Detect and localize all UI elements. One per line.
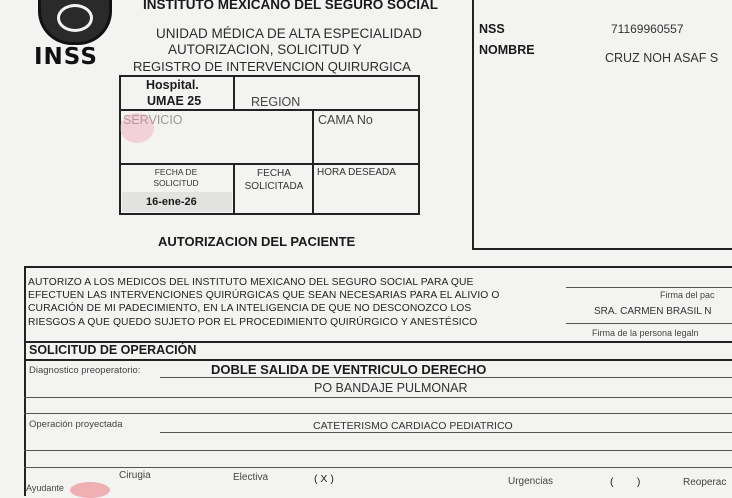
red-stamp-mark	[70, 482, 110, 498]
diagnostico-line1: DOBLE SALIDA DE VENTRICULO DERECHO	[211, 362, 487, 377]
solicitud-title: SOLICITUD DE OPERACIÓN	[29, 343, 197, 357]
operacion-label: Operación proyectada	[29, 419, 123, 430]
form-title-line2: AUTORIZACION, SOLICITUD Y	[168, 42, 362, 57]
firma-legal-label: Firma de la persona legaln	[592, 328, 699, 338]
urgencias-label: Urgencias	[508, 476, 554, 487]
servicio-label: SERVICIO	[123, 113, 183, 127]
form-title-line3: REGISTRO DE INTERVENCION QUIRURGICA	[133, 59, 411, 74]
region-label: REGION	[251, 95, 301, 109]
nss-label: NSS	[479, 22, 505, 36]
nombre-label: NOMBRE	[479, 43, 535, 57]
imss-eagle-emblem-icon	[38, 0, 112, 45]
urgencias-checkbox[interactable]: ( )	[610, 476, 641, 488]
unit-name: UNIDAD MÉDICA DE ALTA ESPECIALIDAD	[156, 26, 422, 41]
operacion-value: CATETERISMO CARDIACO PEDIATRICO	[313, 420, 513, 432]
cama-label: CAMA No	[318, 113, 373, 127]
pink-stamp-mark	[120, 113, 154, 143]
firma-paciente-label: Firma del pac	[660, 290, 715, 300]
nss-value: 71169960557	[611, 22, 684, 36]
autorizacion-text: AUTORIZO A LOS MEDICOS DEL INSTITUTO MEXICANO DEL SEGURO SOCIAL PARA QUE EFECTUEN LAS INTERVENCIONES QUIRÚRGICAS QUE SEAN NECESARIAS PARA EL ALIVIO O CURACIÓN DE MI PADECIMIENTO, EN LA INTELIGENCIA DE QUE NO DESCONOZCO LOS RIESGOS A QUE QUEDO SUJETO POR EL PROCEDIMIENTO QUIRÚRGICO Y ANESTÉSICO	[28, 277, 500, 328]
autorizacion-title: AUTORIZACION DEL PACIENTE	[158, 234, 356, 249]
fecha-solicitud-label: FECHA DE SOLICITUD	[153, 167, 199, 188]
ayudante-label: Ayudante	[26, 483, 64, 493]
electiva-checkbox[interactable]: ( X )	[314, 473, 334, 485]
imss-logo: INSS	[34, 44, 98, 70]
diagnostico-line2: PO BANDAJE PULMONAR	[314, 381, 468, 395]
hora-deseada-label: HORA DESEADA	[317, 167, 396, 178]
reoperacion-label: Reoperac	[683, 477, 727, 488]
hospital-label: Hospital.	[146, 78, 199, 92]
electiva-label: Electiva	[233, 472, 269, 483]
representante-name: SRA. CARMEN BRASIL N	[594, 306, 712, 317]
cirugia-label: Cirugia	[119, 470, 151, 481]
fecha-solicitada-label: FECHA SOLICITADA	[244, 168, 304, 192]
institute-name: INSTITUTO MEXICANO DEL SEGURO SOCIAL	[143, 0, 439, 12]
fecha-solicitud-value: 16-ene-26	[146, 196, 197, 208]
hospital-value: UMAE 25	[147, 94, 202, 108]
nombre-value: CRUZ NOH ASAF S	[605, 51, 719, 65]
patient-info-box	[472, 0, 732, 250]
diagnostico-label: Diagnostico preoperatorio:	[29, 365, 141, 376]
